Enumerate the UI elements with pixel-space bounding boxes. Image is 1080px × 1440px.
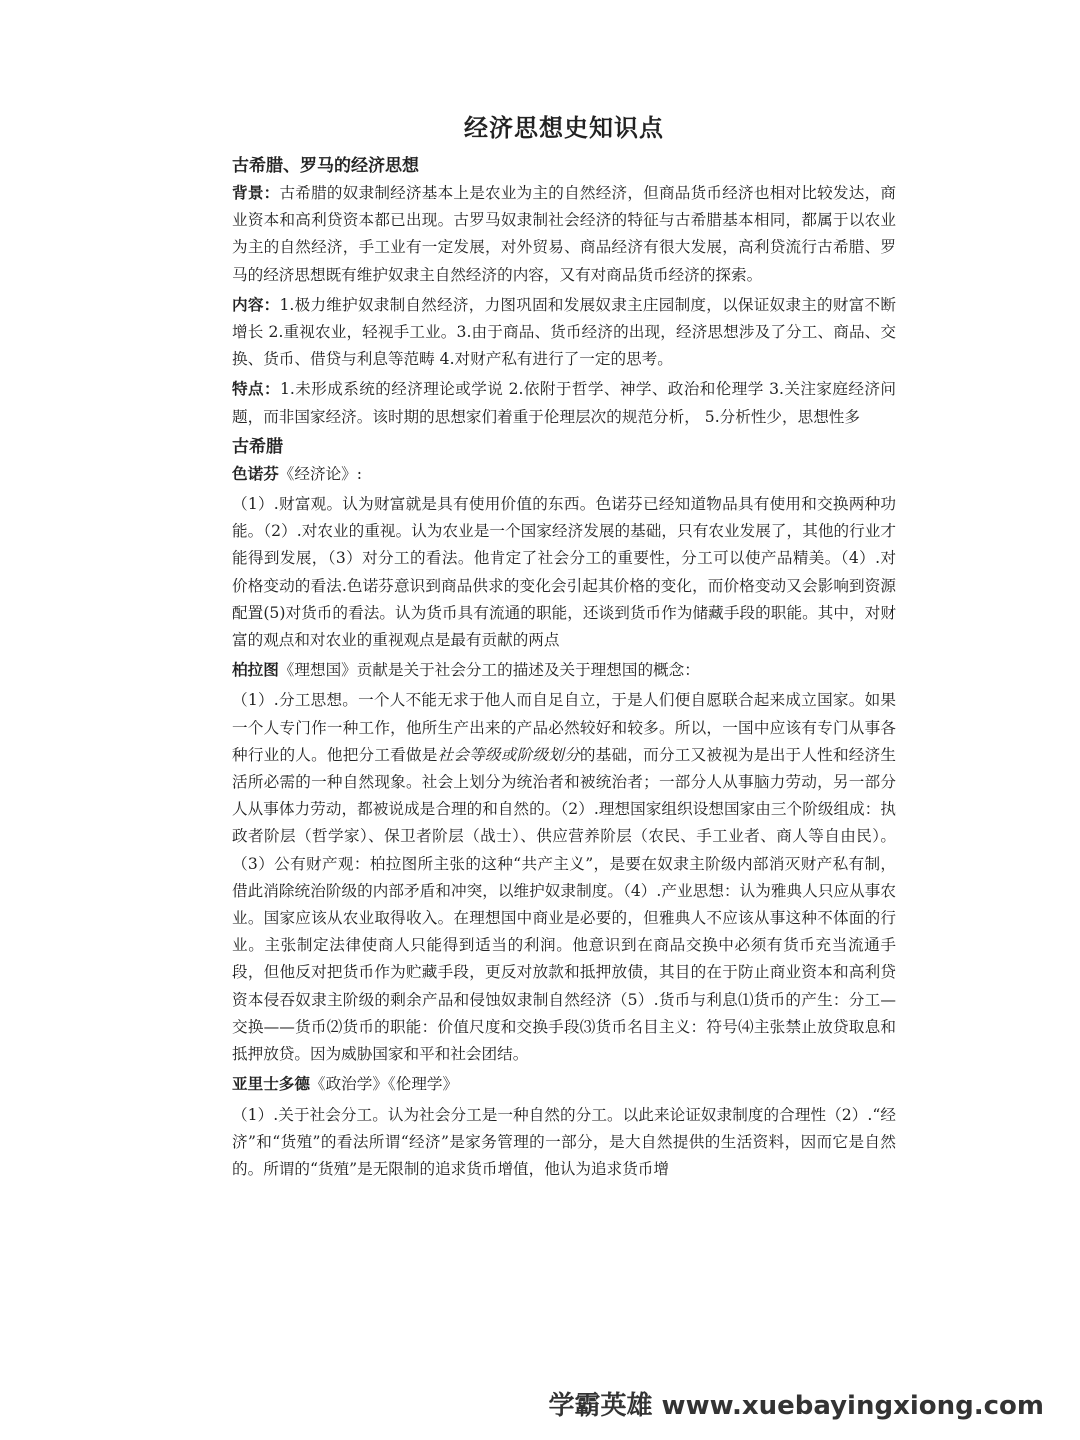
content-text: 1.极力维护奴隶制自然经济，力图巩固和发展奴隶主庄园制度，以保证奴隶主的财富不断增长 2.重视农业，轻视手工业。3.由于商品、货币经济的出现，经济思想涉及了分工、商品、交换、货币、借贷与利息等范畴 4.对财产私有进行了一定的思考。 — [232, 295, 896, 369]
plato-emphasis: 社会等级或阶级划分 — [437, 745, 580, 764]
xenophon-work: 《经济论》: — [278, 464, 363, 483]
plato-work: 《理想国》贡献是关于社会分工的描述及关于理想国的概念： — [278, 661, 700, 680]
xenophon-heading — [232, 461, 896, 488]
document-title: 经济思想史知识点 — [464, 114, 664, 142]
content-label: 内容： — [232, 295, 280, 314]
plato-text-part2: 的基础，而分工又被视为是出于人性和经济生活所必需的一种自然现象。社会上划分为统治者和被统治者；一部分人从事脑力劳动，另一部分人从事体力劳动，都被说成是合理的和自然的。（2）.理想国家组织设想国家由三个阶级组成：执政者阶层（哲学家）、保卫者阶层（战士）、供应营养阶层（农民、手工业者、商人等自由民）。（3）公有财产观：柏拉图所主张的这种“共产主义”，是要在奴隶主阶级内部消灭财产私有制，借此消除统治阶级的内部矛盾和冲突，以维护奴隶制度。（4）.产业思想：认为雅典人只应从事农业。国家应该从农业取得收入。在理想国中商业是必要的，但雅典人不应该从事这种不体面的行业。主张制定法律使商人只能得到适当的利润。他意识到在商品交换中必须有货币充当流通手段，但他反对把货币作为贮藏手段，更反对放款和抵押放债，其目的在于防止商业资本和高利贷资本侵吞奴隶主阶级的剩余产品和侵蚀奴隶制自然经济（5）.货币与利息⑴货币的产生：分工—交换——货币⑵货币的职能：价值尺度和交换手段⑶货币名目主义：符号⑷主张禁止放贷取息和抵押放贷。因为威胁国家和平和社会团结。 — [232, 745, 896, 1064]
aristotle-work: 《政治学》《伦理学》 — [309, 1075, 459, 1094]
features-paragraph — [232, 376, 896, 430]
features-text: 1.未形成系统的经济理论或学说 2.依附于哲学、神学、政治和伦理学 3.关注家庭经济问题，而非国家经济。该时期的思想家们着重于伦理层次的规范分析， 5.分析性少，思想性多 — [232, 380, 896, 426]
xenophon-paragraph: （1）.财富观。认为财富就是具有使用价值的东西。色诺芬已经知道物品具有使用和交换两种功能。（2）.对农业的重视。认为农业是一个国家经济发展的基础，只有农业发展了，其他的行业才能得到发展，（3）对分工的看法。他肯定了社会分工的重要性，分工可以使产品精美。（4）.对价格变动的看法.色诺芬意识到商品供求的变化会引起其价格的变化，而价格变动又会影响到资源配置(5)对货币的看法。认为货币具有流通的职能，还谈到货币作为储藏手段的职能。其中，对财富的观点和对农业的重视观点是最有贡献的两点 — [232, 495, 896, 650]
background-text: 古希腊的奴隶制经济基本上是农业为主的自然经济，但商品货币经济也相对比较发达，商业资本和高利贷资本都已出现。古罗马奴隶制社会经济的特征与古希腊基本相同，都属于以农业为主的自然经济，手工业有一定发展，对外贸易、商品经济有很大发展，高利贷流行古希腊、罗马的经济思想既有维护奴隶主自然经济的内容，又有对商品货币经济的探索。 — [232, 184, 896, 284]
aristotle-name: 亚里士多德 — [232, 1075, 310, 1094]
content-paragraph — [232, 292, 896, 374]
plato-name: 柏拉图 — [232, 661, 279, 680]
xenophon-name: 色诺芬 — [232, 464, 279, 483]
aristotle-paragraph: （1）.关于社会分工。认为社会分工是一种自然的分工。以此来论证奴隶制度的合理性（2）.“经济”和“货殖”的看法所谓“经济”是家务管理的一部分，是大自然提供的生活资料，因而它是自然的。所谓的“货殖”是无限制的追求货币增值，他认为追求货币增 — [232, 1105, 896, 1178]
background-label: 背景： — [232, 184, 280, 202]
plato-paragraph — [232, 687, 896, 1068]
section-heading-greece-rome: 古希腊、罗马的经济思想 — [232, 156, 419, 176]
background-paragraph — [232, 180, 896, 289]
document-page — [232, 108, 896, 1186]
features-label: 特点： — [232, 380, 280, 399]
section-heading-greece: 古希腊 — [232, 436, 283, 457]
site-watermark: 学霸英雄 www.xuebayingxiong.com — [548, 1391, 1044, 1421]
plato-text-part1: （1）.分工思想。一个人不能无求于他人而自足自立，于是人们便自愿联合起来成立国家。如果一个人专门作一种工作，他所生产出来的产品必然较好和较多。所以，一国中应该有专门从事各种行业的人。他把分工看做是 — [232, 691, 896, 764]
aristotle-heading — [232, 1071, 896, 1098]
plato-heading — [232, 657, 896, 684]
